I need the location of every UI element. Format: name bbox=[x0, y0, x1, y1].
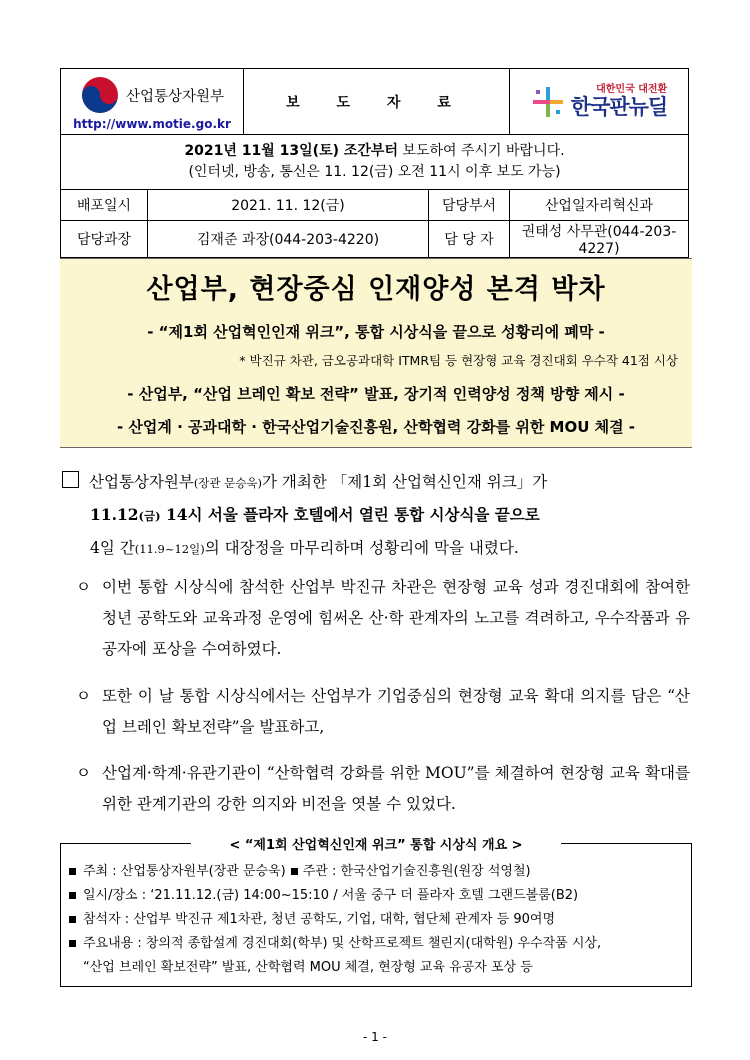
newdeal-logo-icon bbox=[531, 85, 565, 119]
circle-bullet: ㅇ bbox=[76, 764, 91, 782]
contact-label: 담 당 자 bbox=[429, 221, 510, 258]
summary-item-attendees: 참석자 : 산업부 박진규 제1차관, 청년 공학도, 기업, 대학, 협단체 관계자 등 90여명 bbox=[67, 908, 687, 932]
newdeal-title: 한국판뉴딜 bbox=[570, 94, 668, 119]
summary-item-contents-cont: “산업 브레인 확보전략” 발표, 산학협력 MOU 체결, 현장형 교육 유공자 포상 등 bbox=[83, 960, 533, 975]
ministry-name: 산업통상자원부 bbox=[125, 88, 225, 105]
press-release-header bbox=[60, 68, 689, 258]
lead-paragraph: 산업통상자원부(장관 문승욱)가 개최한 「제1회 산업혁신인재 위크」가 11.12(금) 14시 서울 플라자 호텔에서 열린 통합 시상식을 끝으로 4일 간(11.9~12일)의 대장정을 마무리하며 성황리에 막을 내렸다. bbox=[62, 466, 692, 565]
headline-box bbox=[60, 258, 692, 448]
ministry-logo-cell bbox=[61, 69, 244, 135]
summary-item-datetime: 일시/장소 : ‘21.11.12.(금) 14:00~15:10 / 서울 중구 더 플라자 호텔 그랜드볼룸(B2) bbox=[67, 884, 687, 908]
ceremony-summary-box bbox=[60, 838, 692, 987]
manager-value: 김재준 과장(044-203-4220) bbox=[148, 221, 429, 258]
summary-item-contents: 주요내용 : 창의적 종합설계 경진대회(학부) 및 산학프로젝트 챌린지(대학원) 우수작품 시상, bbox=[67, 932, 687, 956]
bullet-paragraph-2: ㅇ 또한 이 날 통합 시상식에서는 산업부가 기업중심의 현장형 교육 확대 의지를 담은 “산업 브레인 확보전략”을 발표하고, bbox=[76, 681, 690, 743]
headline-sub-1: - “제1회 산업혁인인재 위크”, 통합 시상식을 끝으로 성황리에 폐막 - bbox=[147, 323, 605, 341]
headline-sub-2: - 산업부, “산업 브레인 확보 전략” 발표, 장기적 인력양성 정책 방향 제시 - bbox=[127, 385, 625, 403]
headline-main: 산업부, 현장중심 인재양성 본격 박차 bbox=[146, 274, 606, 305]
embargo-notice bbox=[61, 135, 689, 190]
newdeal-slogan: 대한민국 대전환 bbox=[596, 84, 668, 96]
contact-value: 권태성 사무관(044-203-4227) bbox=[510, 221, 689, 258]
dist-date-label: 배포일시 bbox=[61, 190, 148, 221]
dept-label: 담당부서 bbox=[429, 190, 510, 221]
headline-note: * 박진규 차관, 금오공과대학 ITMR팀 등 현장형 교육 경진대회 우수작 41점 시상 bbox=[239, 353, 678, 368]
dept-value: 산업일자리혁신과 bbox=[510, 190, 689, 221]
circle-bullet: ㅇ bbox=[76, 578, 91, 596]
square-bullet-icon bbox=[62, 471, 79, 488]
ministry-url-link[interactable]: http://www.motie.go.kr bbox=[73, 117, 231, 131]
doc-title: 보 도 자 료 bbox=[244, 69, 510, 135]
newdeal-logo-cell bbox=[510, 69, 689, 135]
bullet-paragraph-3: ㅇ 산업계·학계·유관기관이 “산학협력 강화를 위한 MOU”를 체결하여 현장형 교육 확대를 위한 관계기관의 강한 의지와 비전을 엿볼 수 있었다. bbox=[76, 758, 690, 820]
manager-label: 담당과장 bbox=[61, 221, 148, 258]
headline-sub-3: - 산업계 · 공과대학 · 한국산업기술진흥원, 산학협력 강화를 위한 MOU 체결 - bbox=[116, 418, 636, 436]
circle-bullet: ㅇ bbox=[76, 687, 91, 705]
summary-title: < “제1회 산업혁신인재 위크” 통합 시상식 개요 > bbox=[191, 832, 561, 855]
taegeuk-logo-icon bbox=[80, 75, 120, 115]
embargo-text: 보도하여 주시기 바랍니다. bbox=[397, 143, 565, 159]
embargo-online-note: (인터넷, 방송, 통신은 11. 12(금) 오전 11시 이후 보도 가능) bbox=[188, 164, 561, 180]
embargo-date: 2021년 11월 13일(토) 조간부터 bbox=[184, 143, 398, 159]
dist-date-value: 2021. 11. 12(금) bbox=[148, 190, 429, 221]
bullet-paragraph-1: ㅇ 이번 통합 시상식에 참석한 산업부 박진규 차관은 현장형 교육 성과 경진대회에 참여한 청년 공학도와 교육과정 운영에 힘써온 산·학 관계자의 노고를 격려하고, 우수작품과 유공자에 포상을 수여하였다. bbox=[76, 572, 690, 665]
page-number: - 1 - bbox=[363, 1030, 387, 1044]
summary-item-host: 주최 : 산업통상자원부(장관 문승욱) 주관 : 한국산업기술진흥원(원장 석영철) bbox=[67, 860, 687, 884]
